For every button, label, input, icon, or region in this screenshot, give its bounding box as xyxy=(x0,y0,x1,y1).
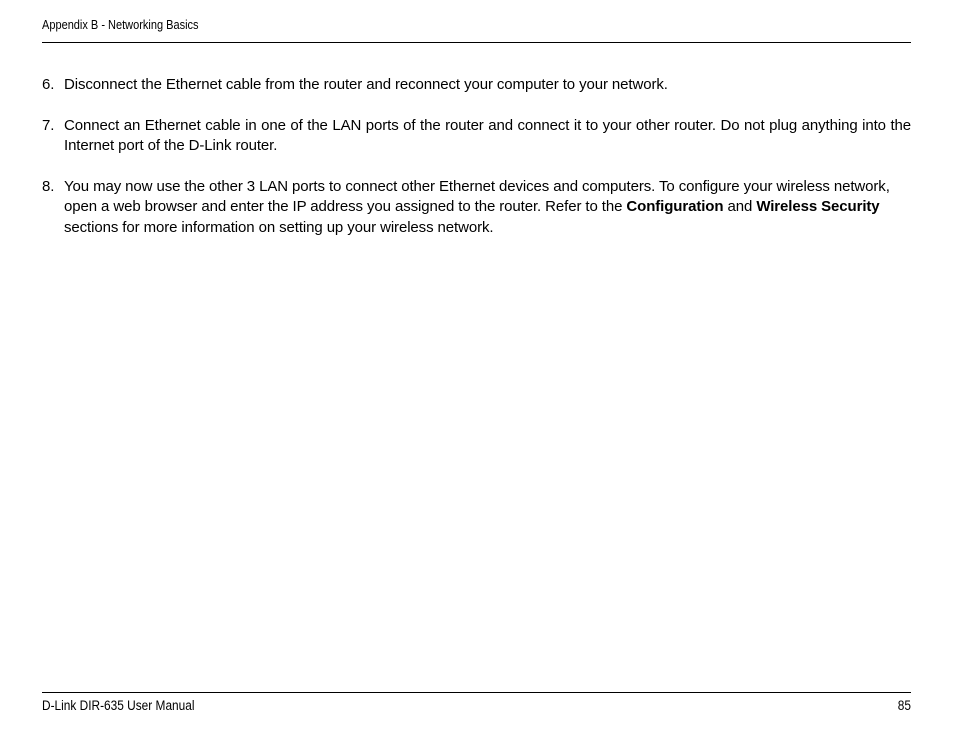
instruction-steps xyxy=(42,75,911,258)
step-number: 8. xyxy=(42,177,55,195)
page-header-section: Appendix B - Networking Basics xyxy=(42,18,199,32)
step-8 xyxy=(42,177,911,239)
page-number: 85 xyxy=(897,698,911,713)
step-number: 7. xyxy=(42,116,55,134)
wireless-security-section-ref: Wireless Security xyxy=(756,198,880,215)
step-number: 6. xyxy=(42,76,55,93)
step-text-part: sections for more information on setting up your wireless network. xyxy=(64,218,494,236)
step-text-part: and xyxy=(723,198,757,215)
step-text: Disconnect the Ethernet cable from the router and reconnect your computer to your network. xyxy=(64,76,668,93)
step-7 xyxy=(42,116,911,157)
header-divider xyxy=(42,42,911,43)
footer-divider xyxy=(42,692,911,693)
step-text: Connect an Ethernet cable in one of the LAN ports of the router and connect it to your other router. Do not plug anything into the Internet port of the D-Link router. xyxy=(64,116,911,154)
configuration-section-ref: Configuration xyxy=(626,198,724,215)
step-text-part: You may now use the other 3 LAN ports to connect other Ethernet devices and computers. To configure your wireless network, open a web browser and enter the IP address you assigned to the router. Refer to the xyxy=(64,177,890,215)
footer-manual-title: D-Link DIR-635 User Manual xyxy=(42,698,195,713)
step-6 xyxy=(42,75,911,96)
